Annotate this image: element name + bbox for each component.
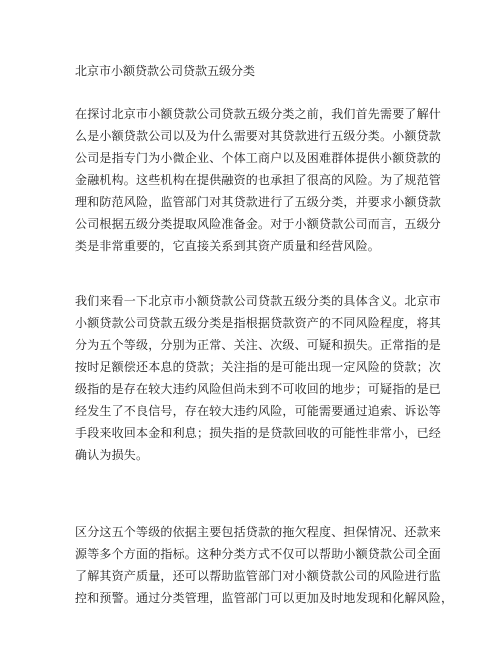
- paragraph-line: 我们来看一下北京市小额贷款公司贷款五级分类的具体含义。北京市: [75, 294, 442, 308]
- paragraph-line: 金融机构。这些机构在提供融资的也承担了很高的风险。为了规范管: [75, 173, 442, 187]
- paragraph-line: 按时足额偿还本息的贷款；关注指的是可能出现一定风险的贷款；次: [75, 360, 442, 374]
- paragraph-line: 在探讨北京市小额贷款公司贷款五级分类之前，我们首先需要了解什: [75, 107, 442, 121]
- paragraph-3: [75, 521, 454, 609]
- paragraph-line: 小额贷款公司贷款五级分类是指根据贷款资产的不同风险程度，将其: [75, 316, 442, 330]
- paragraph-line: 手段来收回本金和利息；损失指的是贷款回收的可能性非常小，已经: [75, 426, 442, 440]
- paragraph-line: 么是小额贷款公司以及为什么需要对其贷款进行五级分类。小额贷款: [75, 129, 442, 143]
- paragraph-line: 类是非常重要的，它直接关系到其资产质量和经营风险。: [75, 239, 381, 253]
- paragraph-line: 经发生了不良信号，存在较大违约风险，可能需要通过追索、诉讼等: [75, 404, 442, 418]
- paragraph-line: 源等多个方面的指标。这种分类方式不仅可以帮助小额贷款公司全面: [75, 547, 442, 561]
- paragraph-line: 控和预警。通过分类管理，监管部门可以更加及时地发现和化解风险，: [75, 591, 454, 605]
- paragraph-line: 分为五个等级，分别为正常、关注、次级、可疑和损失。正常指的是: [75, 338, 442, 352]
- paragraph-line: 级指的是存在较大违约风险但尚未到不可收回的地步；可疑指的是已: [75, 382, 442, 396]
- paragraph-line: 确认为损失。: [75, 448, 149, 462]
- paragraph-2: [75, 290, 442, 466]
- paragraph-1: [75, 103, 442, 257]
- paragraph-line: 理和防范风险，监管部门对其贷款进行了五级分类，并要求小额贷款: [75, 195, 442, 209]
- paragraph-line: 公司根据五级分类提取风险准备金。对于小额贷款公司而言，五级分: [75, 217, 442, 231]
- document-title: 北京市小额贷款公司贷款五级分类: [75, 64, 256, 78]
- paragraph-line: 区分这五个等级的依据主要包括贷款的拖欠程度、担保情况、还款来: [75, 525, 442, 539]
- paragraph-line: 公司是指专门为小微企业、个体工商户以及困难群体提供小额贷款的: [75, 151, 442, 165]
- paragraph-line: 了解其资产质量，还可以帮助监管部门对小额贷款公司的风险进行监: [75, 569, 442, 583]
